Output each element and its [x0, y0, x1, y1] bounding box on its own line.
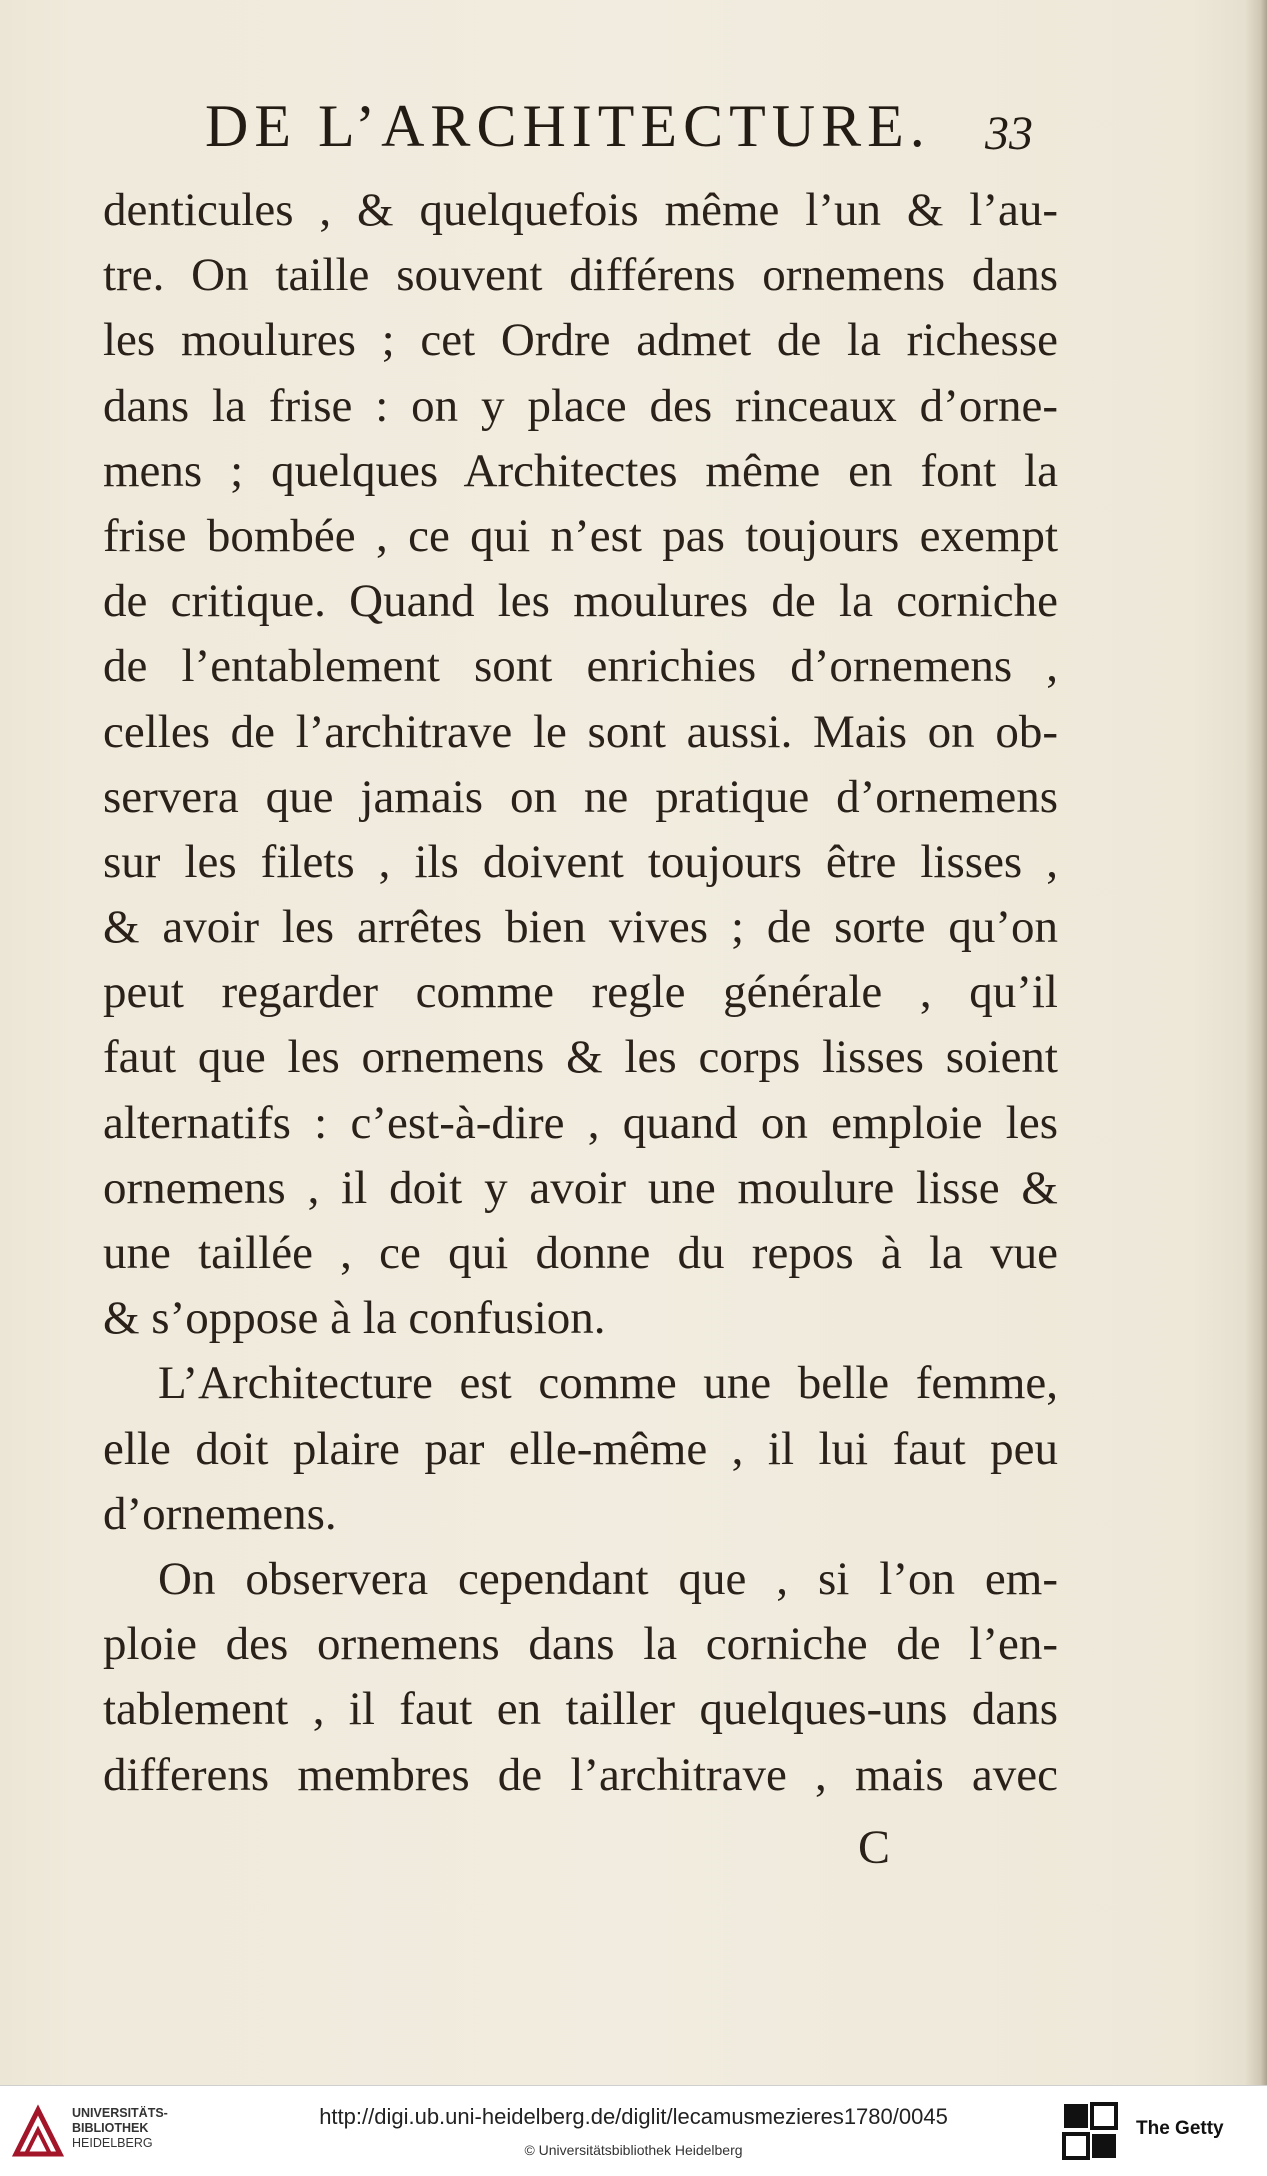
text-line: servera que jamais on ne pratique d’ornemens — [103, 770, 1058, 823]
text-line: sur les filets , ils doivent toujours être lisses , — [103, 835, 1058, 888]
body-text — [103, 178, 1058, 1808]
text-line: On observera cependant que , si l’on em- — [158, 1552, 1058, 1605]
text-line: frise bombée , ce qui n’est pas toujours exempt — [103, 509, 1058, 562]
text-line: tre. On taille souvent différens ornemens dans — [103, 249, 1058, 302]
text-line: de critique. Quand les moulures de la corniche — [103, 575, 1058, 628]
copyright-notice: © Universitätsbibliothek Heidelberg — [524, 2142, 743, 2158]
library-name-line: HEIDELBERG — [72, 2136, 153, 2150]
text-line: de l’entablement sont enrichies d’ornemens , — [103, 640, 1058, 693]
text-line: elle doit plaire par elle-même , il lui faut peu — [103, 1422, 1058, 1475]
footer-bar — [0, 2085, 1267, 2176]
text-line: les moulures ; cet Ordre admet de la richesse — [103, 314, 1058, 367]
page-edge-shadow — [1245, 0, 1267, 2085]
getty-logo-icon — [1062, 2102, 1118, 2162]
text-line: tablement , il faut en tailler quelques-uns dans — [103, 1683, 1058, 1736]
library-name-line: UNIVERSITÄTS- — [72, 2106, 168, 2120]
text-line: differens membres de l’architrave , mais avec — [103, 1748, 1058, 1801]
text-line: d’ornemens. — [103, 1487, 337, 1540]
text-line: peut regarder comme regle générale , qu’il — [103, 966, 1058, 1019]
text-line: L’Architecture est comme une belle femme, — [158, 1357, 1058, 1410]
text-line: denticules , & quelquefois même l’un & l’au- — [103, 184, 1058, 236]
text-line: & s’oppose à la confusion. — [103, 1292, 606, 1345]
running-head — [0, 92, 1267, 172]
text-line: celles de l’architrave le sont aussi. Mais on ob- — [103, 705, 1058, 758]
running-title: DE L’ARCHITECTURE. — [205, 93, 931, 159]
text-line: ornemens , il doit y avoir une moulure lisse & — [103, 1161, 1058, 1214]
text-line: mens ; quelques Architectes même en font la — [103, 444, 1058, 497]
text-line: ploie des ornemens dans la corniche de l’en- — [103, 1618, 1058, 1671]
text-line: & avoir les arrêtes bien vives ; de sorte qu’on — [103, 901, 1058, 954]
getty-name: The Getty — [1136, 2118, 1224, 2139]
text-line: alternatifs : c’est-à-dire , quand on emploie les — [103, 1096, 1058, 1149]
text-line: faut que les ornemens & les corps lisses soient — [103, 1031, 1058, 1084]
signature-mark: C — [858, 1821, 891, 1874]
permalink-url[interactable]: http://digi.ub.uni-heidelberg.de/diglit/lecamusmezieres1780/0045 — [319, 2104, 948, 2129]
text-line: dans la frise : on y place des rinceaux d’orne- — [103, 379, 1058, 432]
text-line: une taillée , ce qui donne du repos à la vue — [103, 1227, 1058, 1279]
library-name-line: BIBLIOTHEK — [72, 2121, 149, 2135]
page-number: 33 — [985, 107, 1033, 160]
